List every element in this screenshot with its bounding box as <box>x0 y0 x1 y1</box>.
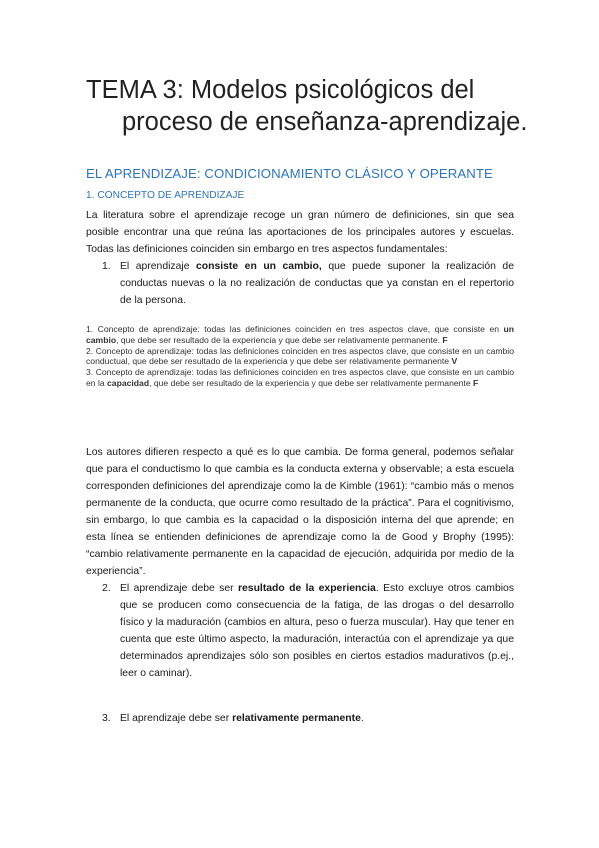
list-number: 3. <box>102 713 111 724</box>
quiz-block <box>86 324 514 389</box>
quiz-item-1: 1. Concepto de aprendizaje: todas las definiciones coinciden en tres aspectos clave, que consiste en un cambio, que debe ser resultado de la experiencia y que debe ser relativamente permanente. F <box>86 324 514 345</box>
list-item-2: 2. El aprendizaje debe ser resultado de la experiencia. Esto excluye otros cambios que se producen como consecuencia de la fatiga, de las drogas o del desarrollo físico y la maduración (cambios en altura, peso o fuerza muscular). Hay que tener en cuenta que este último aspecto, la maduración, interactúa con el aprendizaje ya que determinados aprendizajes sólo son posibles en ciertos estadios madurativos (p.ej., leer o caminar). <box>120 580 514 682</box>
list-item-1: 1. El aprendizaje consiste en un cambio, que puede suponer la realización de conductas nuevas o la no realización de conductas que ya constan en el repertorio de la persona. <box>120 258 514 309</box>
title-line-1: TEMA 3: Modelos psicológicos del <box>86 76 475 104</box>
page-title <box>86 74 566 138</box>
title-line-2: proceso de enseñanza-aprendizaje. <box>122 108 528 136</box>
answer-badge: V <box>451 356 458 367</box>
section-heading: EL APRENDIZAJE: CONDICIONAMIENTO CLÁSICO Y OPERANTE <box>86 166 493 181</box>
subsection-heading: 1. CONCEPTO DE APRENDIZAJE <box>86 190 245 201</box>
answer-badge: F <box>472 377 479 388</box>
emphasis: resultado de la experiencia <box>237 583 376 594</box>
body-paragraph: Los autores difieren respecto a qué es lo que cambia. De forma general, podemos señalar que para el conductismo lo que cambia es la conducta externa y observable; a esta escuela corresponden definiciones del aprendizaje como la de Kimble (1961): “cambio más o menos permanente de la conducta, que ocurre como resultado de la práctica”. Para el cognitivismo, sin embargo, lo que cambia es la capacidad o la disposición interna del que aprende; en esta línea se entienden definiciones de aprendizaje como la de Good y Brophy (1995): “cambio relativamente permanente en la capacidad de ejecución, adquirida por medio de la experiencia”. <box>86 447 514 577</box>
answer-badge: F <box>442 334 448 345</box>
quiz-item-3: 3. Concepto de aprendizaje: todas las definiciones coinciden en tres aspectos clave, que consiste en un cambio en la capacidad, que debe ser resultado de la experiencia y que debe ser relativamente permanente F <box>86 367 514 388</box>
emphasis: consiste en un cambio, <box>196 261 322 272</box>
emphasis: relativamente permanente <box>232 713 361 724</box>
quiz-item-2: 2. Concepto de aprendizaje: todas las definiciones coinciden en tres aspectos clave, que consiste en un cambio conductual, que debe ser resultado de la experiencia y que debe ser relativamente permanente V <box>86 345 514 367</box>
list-number: 1. <box>102 261 111 272</box>
list-number: 2. <box>102 583 111 594</box>
intro-paragraph: La literatura sobre el aprendizaje recoge un gran número de definiciones, sin que sea posible encontrar una que reúna las aportaciones de los principales autores y escuelas. Todas las definiciones coinciden sin embargo en tres aspectos fundamentales: <box>86 210 514 255</box>
list-item-3: 3. El aprendizaje debe ser relativamente permanente. <box>120 710 514 727</box>
